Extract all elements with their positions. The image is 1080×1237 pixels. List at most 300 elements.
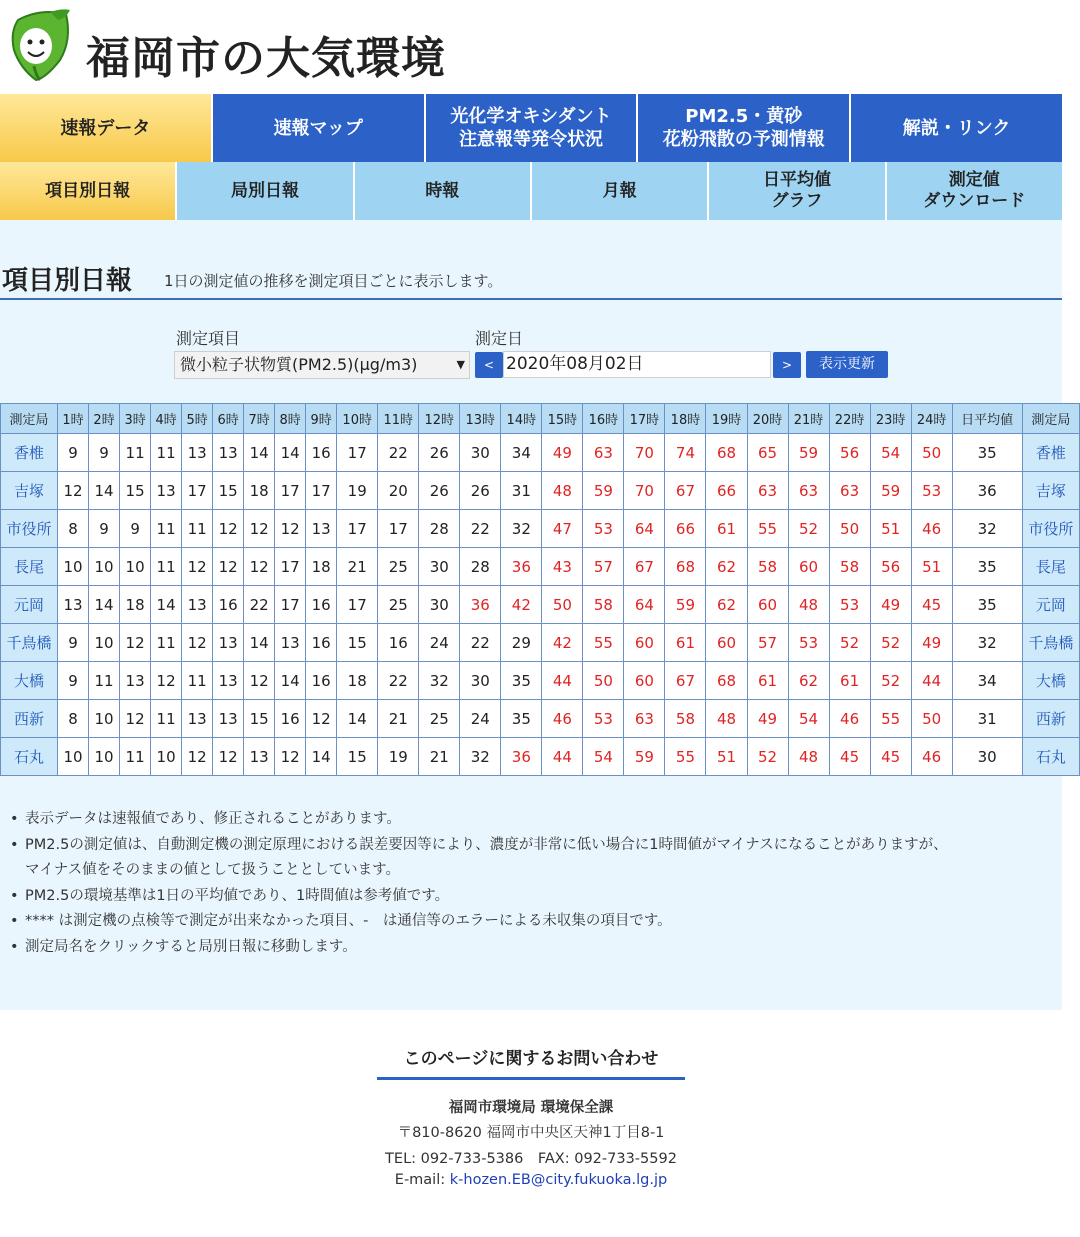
- hourly-value-cell: 13: [182, 586, 213, 624]
- hourly-value-cell: 61: [665, 624, 706, 662]
- hourly-value-cell: 35: [501, 662, 542, 700]
- column-header: 1時: [58, 404, 89, 434]
- sub-nav-item-2[interactable]: [355, 162, 532, 220]
- sub-nav-item-3[interactable]: [532, 162, 709, 220]
- data-table-wrapper: [0, 403, 1080, 776]
- column-header: 日平均値: [952, 404, 1022, 434]
- hourly-value-cell: 25: [378, 586, 419, 624]
- daily-average-cell: 32: [952, 510, 1022, 548]
- leaf-mascot-logo[interactable]: [6, 6, 74, 82]
- hourly-value-cell: 11: [120, 434, 151, 472]
- hourly-value-cell: 13: [213, 434, 244, 472]
- hourly-value-cell: 12: [120, 700, 151, 738]
- station-link[interactable]: 千鳥橋: [1, 624, 58, 662]
- hourly-value-cell: 16: [306, 624, 337, 662]
- query-form: [0, 320, 1062, 390]
- hourly-value-cell: 70: [624, 472, 665, 510]
- hourly-value-cell: 62: [706, 548, 747, 586]
- hourly-value-cell: 64: [624, 510, 665, 548]
- hourly-value-cell: 53: [829, 586, 870, 624]
- hourly-value-cell: 12: [182, 738, 213, 776]
- hourly-value-cell: 32: [419, 662, 460, 700]
- hourly-value-cell: 52: [870, 662, 911, 700]
- column-header: 16時: [583, 404, 624, 434]
- column-header: 22時: [829, 404, 870, 434]
- hourly-value-cell: 45: [870, 738, 911, 776]
- hourly-value-cell: 14: [337, 700, 378, 738]
- hourly-value-cell: 13: [58, 586, 89, 624]
- hourly-value-cell: 9: [89, 510, 120, 548]
- hourly-value-cell: 15: [213, 472, 244, 510]
- hourly-value-cell: 8: [58, 700, 89, 738]
- column-header: 21時: [788, 404, 829, 434]
- hourly-value-cell: 45: [911, 586, 952, 624]
- hourly-value-cell: 21: [419, 738, 460, 776]
- station-link[interactable]: 長尾: [1022, 548, 1079, 586]
- station-link[interactable]: 市役所: [1022, 510, 1079, 548]
- station-link[interactable]: 西新: [1, 700, 58, 738]
- hourly-value-cell: 17: [337, 510, 378, 548]
- hourly-value-cell: 17: [306, 472, 337, 510]
- hourly-value-cell: 36: [501, 738, 542, 776]
- hourly-value-cell: 16: [306, 662, 337, 700]
- hourly-value-cell: 17: [275, 548, 306, 586]
- column-header: 18時: [665, 404, 706, 434]
- hourly-value-cell: 14: [244, 434, 275, 472]
- hourly-value-cell: 14: [89, 586, 120, 624]
- hourly-value-cell: 16: [275, 700, 306, 738]
- hourly-value-cell: 52: [747, 738, 788, 776]
- hourly-value-cell: 17: [275, 586, 306, 624]
- main-nav-item-label-line: 光化学オキシダント: [450, 106, 612, 127]
- column-header: 15時: [542, 404, 583, 434]
- next-date-button[interactable]: >: [773, 352, 801, 378]
- hourly-value-cell: 25: [378, 548, 419, 586]
- hourly-value-cell: 42: [542, 624, 583, 662]
- sub-nav-item-label: [603, 181, 637, 202]
- hourly-value-cell: 12: [213, 510, 244, 548]
- hourly-value-cell: 18: [306, 548, 337, 586]
- page-heading: [0, 260, 1062, 300]
- hourly-value-cell: 16: [306, 434, 337, 472]
- column-header: 6時: [213, 404, 244, 434]
- column-header: 5時: [182, 404, 213, 434]
- main-nav-item-3[interactable]: [638, 94, 851, 162]
- sub-nav-item-5[interactable]: [887, 162, 1062, 220]
- column-header: 20時: [747, 404, 788, 434]
- note-item: • **** は測定機の点検等で測定が出来なかった項目、- は通信等のエラーによる未収集の項目です。: [8, 909, 1058, 935]
- hourly-value-cell: 15: [337, 624, 378, 662]
- hourly-value-cell: 53: [911, 472, 952, 510]
- main-navigation: [0, 94, 1062, 162]
- hourly-value-cell: 63: [624, 700, 665, 738]
- date-label: 測定日: [475, 329, 524, 348]
- hourly-value-cell: 46: [829, 700, 870, 738]
- note-item: • 表示データは速報値であり、修正されることがあります。: [8, 807, 1058, 833]
- contact-organization: 福岡市環境局 環境保全課: [448, 1100, 614, 1116]
- hourly-value-cell: 59: [583, 472, 624, 510]
- hourly-value-cell: 66: [706, 472, 747, 510]
- hourly-value-cell: 52: [829, 624, 870, 662]
- sub-nav-item-label: [231, 181, 299, 202]
- column-header: 測定局: [1, 404, 58, 434]
- hourly-value-cell: 61: [747, 662, 788, 700]
- column-header: 2時: [89, 404, 120, 434]
- sub-nav-item-1[interactable]: [177, 162, 354, 220]
- hourly-value-cell: 10: [89, 738, 120, 776]
- hourly-value-cell: 35: [501, 700, 542, 738]
- column-header: 4時: [151, 404, 182, 434]
- column-header: 24時: [911, 404, 952, 434]
- table-row: [1, 738, 1080, 776]
- hourly-value-cell: 16: [378, 624, 419, 662]
- table-row: [1, 662, 1080, 700]
- station-link[interactable]: 大橋: [1022, 662, 1079, 700]
- main-nav-item-label-line: 速報データ: [60, 117, 151, 139]
- hourly-value-cell: 13: [120, 662, 151, 700]
- hourly-value-cell: 52: [788, 510, 829, 548]
- hourly-value-cell: 59: [788, 434, 829, 472]
- station-link[interactable]: 香椎: [1022, 434, 1079, 472]
- hourly-value-cell: 21: [378, 700, 419, 738]
- station-link[interactable]: 西新: [1022, 700, 1079, 738]
- sub-nav-item-label-line: グラフ: [771, 191, 823, 211]
- station-link[interactable]: 吉塚: [1022, 472, 1079, 510]
- hourly-value-cell: 63: [829, 472, 870, 510]
- hourly-value-cell: 30: [460, 662, 501, 700]
- hourly-value-cell: 17: [378, 510, 419, 548]
- hourly-value-cell: 44: [542, 738, 583, 776]
- station-link[interactable]: 石丸: [1022, 738, 1079, 776]
- hourly-value-cell: 46: [911, 738, 952, 776]
- prev-date-button[interactable]: <: [475, 352, 503, 378]
- hourly-value-cell: 11: [151, 510, 182, 548]
- column-header: 12時: [419, 404, 460, 434]
- table-row: [1, 510, 1080, 548]
- hourly-value-cell: 12: [58, 472, 89, 510]
- hourly-value-cell: 11: [151, 434, 182, 472]
- hourly-value-cell: 17: [275, 472, 306, 510]
- hourly-value-cell: 48: [706, 700, 747, 738]
- hourly-value-cell: 17: [182, 472, 213, 510]
- hourly-value-cell: 9: [120, 510, 151, 548]
- hourly-value-cell: 59: [624, 738, 665, 776]
- sub-nav-item-label-line: 時報: [425, 180, 460, 201]
- hourly-value-cell: 19: [337, 472, 378, 510]
- column-header: 3時: [120, 404, 151, 434]
- hourly-value-cell: 11: [151, 548, 182, 586]
- hourly-value-cell: 58: [583, 586, 624, 624]
- hourly-value-cell: 63: [788, 472, 829, 510]
- contact-phone-fax: TEL: 092-733-5386 FAX: 092-733-5592: [385, 1151, 677, 1167]
- sub-nav-item-label-line: 局別日報: [230, 180, 299, 201]
- hourly-value-cell: 32: [460, 738, 501, 776]
- hourly-value-cell: 24: [419, 624, 460, 662]
- hourly-value-cell: 16: [306, 586, 337, 624]
- page-description: 1日の測定値の推移を測定項目ごとに表示します。: [164, 272, 503, 290]
- hourly-value-cell: 26: [419, 472, 460, 510]
- hourly-value-cell: 12: [182, 548, 213, 586]
- daily-average-cell: 35: [952, 434, 1022, 472]
- sub-nav-item-label-line: 測定値: [948, 170, 1000, 190]
- hourly-value-cell: 48: [788, 586, 829, 624]
- hourly-value-cell: 36: [460, 586, 501, 624]
- table-row: [1, 548, 1080, 586]
- sub-nav-item-4[interactable]: [709, 162, 886, 220]
- hourly-value-cell: 13: [213, 624, 244, 662]
- main-nav-item-label-line: 速報マップ: [273, 117, 363, 139]
- column-header: 23時: [870, 404, 911, 434]
- hourly-value-cell: 9: [58, 624, 89, 662]
- hourly-value-cell: 55: [583, 624, 624, 662]
- hourly-value-cell: 49: [870, 586, 911, 624]
- hourly-value-cell: 67: [665, 662, 706, 700]
- sub-nav-item-label-line: 日平均値: [762, 170, 831, 190]
- hourly-value-cell: 11: [182, 662, 213, 700]
- column-header: 測定局: [1022, 404, 1079, 434]
- hourly-value-cell: 9: [58, 434, 89, 472]
- hourly-value-cell: 10: [58, 738, 89, 776]
- hourly-value-cell: 28: [460, 548, 501, 586]
- hourly-value-cell: 31: [501, 472, 542, 510]
- hourly-value-cell: 22: [378, 434, 419, 472]
- hourly-value-cell: 17: [337, 434, 378, 472]
- hourly-value-cell: 50: [542, 586, 583, 624]
- main-nav-item-1[interactable]: [213, 94, 426, 162]
- hourly-value-cell: 64: [624, 586, 665, 624]
- hourly-value-cell: 11: [151, 700, 182, 738]
- hourly-value-cell: 46: [542, 700, 583, 738]
- table-header-row: [1, 404, 1080, 434]
- main-nav-item-0[interactable]: [0, 94, 213, 162]
- hourly-value-cell: 50: [583, 662, 624, 700]
- hourly-value-cell: 14: [306, 738, 337, 776]
- main-nav-item-label: [450, 105, 611, 151]
- sub-nav-item-label: [923, 170, 1025, 212]
- table-row: [1, 434, 1080, 472]
- hourly-value-cell: 58: [747, 548, 788, 586]
- station-link[interactable]: 市役所: [1, 510, 58, 548]
- hourly-value-cell: 53: [583, 700, 624, 738]
- column-header: 7時: [244, 404, 275, 434]
- hourly-value-cell: 43: [542, 548, 583, 586]
- hourly-value-cell: 46: [911, 510, 952, 548]
- hourly-value-cell: 10: [89, 624, 120, 662]
- hourly-value-cell: 53: [583, 510, 624, 548]
- hourly-value-cell: 50: [911, 700, 952, 738]
- contact-address: 〒810-8620 福岡市中央区天神1丁目8-1: [397, 1125, 665, 1141]
- column-header: 14時: [501, 404, 542, 434]
- hourly-value-cell: 22: [460, 624, 501, 662]
- hourly-value-cell: 50: [829, 510, 870, 548]
- hourly-value-cell: 52: [870, 624, 911, 662]
- hourly-value-cell: 54: [788, 700, 829, 738]
- hourly-value-cell: 13: [182, 700, 213, 738]
- hourly-value-cell: 60: [747, 586, 788, 624]
- hourly-value-cell: 17: [337, 586, 378, 624]
- note-item: • 測定局名をクリックすると局別日報に移動します。: [8, 935, 1058, 961]
- hourly-value-cell: 32: [501, 510, 542, 548]
- contact-email-line: [0, 1172, 1062, 1188]
- main-nav-item-label: [903, 117, 1011, 140]
- hourly-value-cell: 12: [275, 738, 306, 776]
- hourly-value-cell: 11: [89, 662, 120, 700]
- main-nav-item-label-line: 注意報等発令状況: [458, 129, 603, 150]
- station-link[interactable]: 吉塚: [1, 472, 58, 510]
- hourly-value-cell: 56: [870, 548, 911, 586]
- hourly-value-cell: 30: [419, 586, 460, 624]
- hourly-value-cell: 12: [120, 624, 151, 662]
- hourly-value-cell: 42: [501, 586, 542, 624]
- hourly-value-cell: 49: [911, 624, 952, 662]
- hourly-value-cell: 13: [182, 434, 213, 472]
- hourly-value-cell: 19: [378, 738, 419, 776]
- sub-nav-item-label-line: 月報: [602, 180, 637, 201]
- hourly-value-cell: 11: [120, 738, 151, 776]
- hourly-value-cell: 67: [624, 548, 665, 586]
- hourly-value-cell: 14: [244, 624, 275, 662]
- hourly-value-cell: 13: [151, 472, 182, 510]
- hourly-value-cell: 60: [624, 662, 665, 700]
- station-link[interactable]: 元岡: [1, 586, 58, 624]
- hourly-value-cell: 62: [788, 662, 829, 700]
- column-header: 11時: [378, 404, 419, 434]
- hourly-value-cell: 14: [275, 662, 306, 700]
- hourly-value-cell: 10: [58, 548, 89, 586]
- hourly-value-cell: 51: [870, 510, 911, 548]
- date-input[interactable]: 2020年08月02日: [503, 351, 771, 378]
- hourly-value-cell: 63: [747, 472, 788, 510]
- hourly-value-cell: 22: [244, 586, 275, 624]
- hourly-value-cell: 57: [747, 624, 788, 662]
- hourly-value-cell: 11: [182, 510, 213, 548]
- hourly-value-cell: 22: [460, 510, 501, 548]
- hourly-value-cell: 10: [151, 738, 182, 776]
- table-row: [1, 586, 1080, 624]
- hourly-value-cell: 12: [244, 548, 275, 586]
- hourly-value-cell: 22: [378, 662, 419, 700]
- column-header: 19時: [706, 404, 747, 434]
- hourly-value-cell: 59: [870, 472, 911, 510]
- hourly-value-cell: 60: [624, 624, 665, 662]
- hourly-value-cell: 12: [306, 700, 337, 738]
- daily-average-cell: 35: [952, 548, 1022, 586]
- hourly-value-cell: 12: [244, 662, 275, 700]
- hourly-value-cell: 13: [306, 510, 337, 548]
- daily-average-cell: 36: [952, 472, 1022, 510]
- main-nav-item-label-line: PM2.5・黄砂: [685, 106, 803, 127]
- hourly-value-cell: 51: [911, 548, 952, 586]
- hourly-value-cell: 16: [213, 586, 244, 624]
- sub-navigation: [0, 162, 1062, 220]
- hourly-value-cell: 26: [419, 434, 460, 472]
- main-nav-item-4[interactable]: [851, 94, 1062, 162]
- hourly-value-cell: 55: [747, 510, 788, 548]
- daily-average-cell: 34: [952, 662, 1022, 700]
- update-button[interactable]: 表示更新: [806, 351, 888, 378]
- station-link[interactable]: 香椎: [1, 434, 58, 472]
- sub-nav-item-label-line: 項目別日報: [45, 180, 131, 201]
- page-title: 項目別日報: [2, 266, 133, 296]
- hourly-value-cell: 66: [665, 510, 706, 548]
- note-item: マイナス値をそのままの値として扱うこととしています。: [25, 862, 400, 878]
- dropdown-arrow-icon: ▼: [456, 358, 465, 371]
- hourly-value-cell: 49: [542, 434, 583, 472]
- note-item: • PM2.5の環境基準は1日の平均値であり、1時間値は参考値です。: [8, 884, 1058, 910]
- hourly-value-cell: 15: [120, 472, 151, 510]
- hourly-value-cell: 15: [244, 700, 275, 738]
- hourly-value-cell: 55: [870, 700, 911, 738]
- measurement-item-value: 微小粒子状物質(PM2.5)(μg/m3): [180, 355, 418, 374]
- daily-report-table: [0, 403, 1080, 776]
- hourly-value-cell: 12: [244, 510, 275, 548]
- hourly-value-cell: 18: [120, 586, 151, 624]
- hourly-value-cell: 12: [213, 548, 244, 586]
- contact-title: このページに関するお問い合わせ: [377, 1044, 685, 1080]
- hourly-value-cell: 14: [151, 586, 182, 624]
- main-nav-item-label-line: 解説・リンク: [902, 117, 1011, 139]
- hourly-value-cell: 25: [419, 700, 460, 738]
- hourly-value-cell: 47: [542, 510, 583, 548]
- site-header: [0, 0, 1080, 94]
- hourly-value-cell: 13: [213, 700, 244, 738]
- hourly-value-cell: 65: [747, 434, 788, 472]
- hourly-value-cell: 48: [788, 738, 829, 776]
- hourly-value-cell: 29: [501, 624, 542, 662]
- hourly-value-cell: 12: [182, 624, 213, 662]
- daily-average-cell: 31: [952, 700, 1022, 738]
- hourly-value-cell: 68: [706, 434, 747, 472]
- item-label: 測定項目: [176, 329, 241, 348]
- email-link[interactable]: k-hozen.EB@city.fukuoka.lg.jp: [449, 1172, 668, 1188]
- hourly-value-cell: 63: [583, 434, 624, 472]
- measurement-item-select[interactable]: [174, 351, 470, 379]
- hourly-value-cell: 26: [460, 472, 501, 510]
- notes-list: [8, 807, 1058, 960]
- hourly-value-cell: 55: [665, 738, 706, 776]
- hourly-value-cell: 60: [788, 548, 829, 586]
- sub-nav-item-0[interactable]: [0, 162, 177, 220]
- hourly-value-cell: 12: [275, 510, 306, 548]
- hourly-value-cell: 70: [624, 434, 665, 472]
- hourly-value-cell: 18: [337, 662, 378, 700]
- hourly-value-cell: 14: [89, 472, 120, 510]
- hourly-value-cell: 67: [665, 472, 706, 510]
- main-nav-item-2[interactable]: [426, 94, 639, 162]
- hourly-value-cell: 62: [706, 586, 747, 624]
- hourly-value-cell: 9: [58, 662, 89, 700]
- station-link[interactable]: 石丸: [1, 738, 58, 776]
- column-header: 10時: [337, 404, 378, 434]
- station-link[interactable]: 大橋: [1, 662, 58, 700]
- hourly-value-cell: 10: [89, 700, 120, 738]
- hourly-value-cell: 28: [419, 510, 460, 548]
- hourly-value-cell: 30: [419, 548, 460, 586]
- table-row: [1, 700, 1080, 738]
- station-link[interactable]: 元岡: [1022, 586, 1079, 624]
- station-link[interactable]: 千鳥橋: [1022, 624, 1079, 662]
- sub-nav-item-label-line: ダウンロード: [923, 191, 1026, 211]
- hourly-value-cell: 12: [151, 662, 182, 700]
- hourly-value-cell: 11: [151, 624, 182, 662]
- main-nav-item-label: [274, 117, 363, 140]
- hourly-value-cell: 54: [583, 738, 624, 776]
- station-link[interactable]: 長尾: [1, 548, 58, 586]
- hourly-value-cell: 24: [460, 700, 501, 738]
- hourly-value-cell: 51: [706, 738, 747, 776]
- hourly-value-cell: 61: [706, 510, 747, 548]
- daily-average-cell: 30: [952, 738, 1022, 776]
